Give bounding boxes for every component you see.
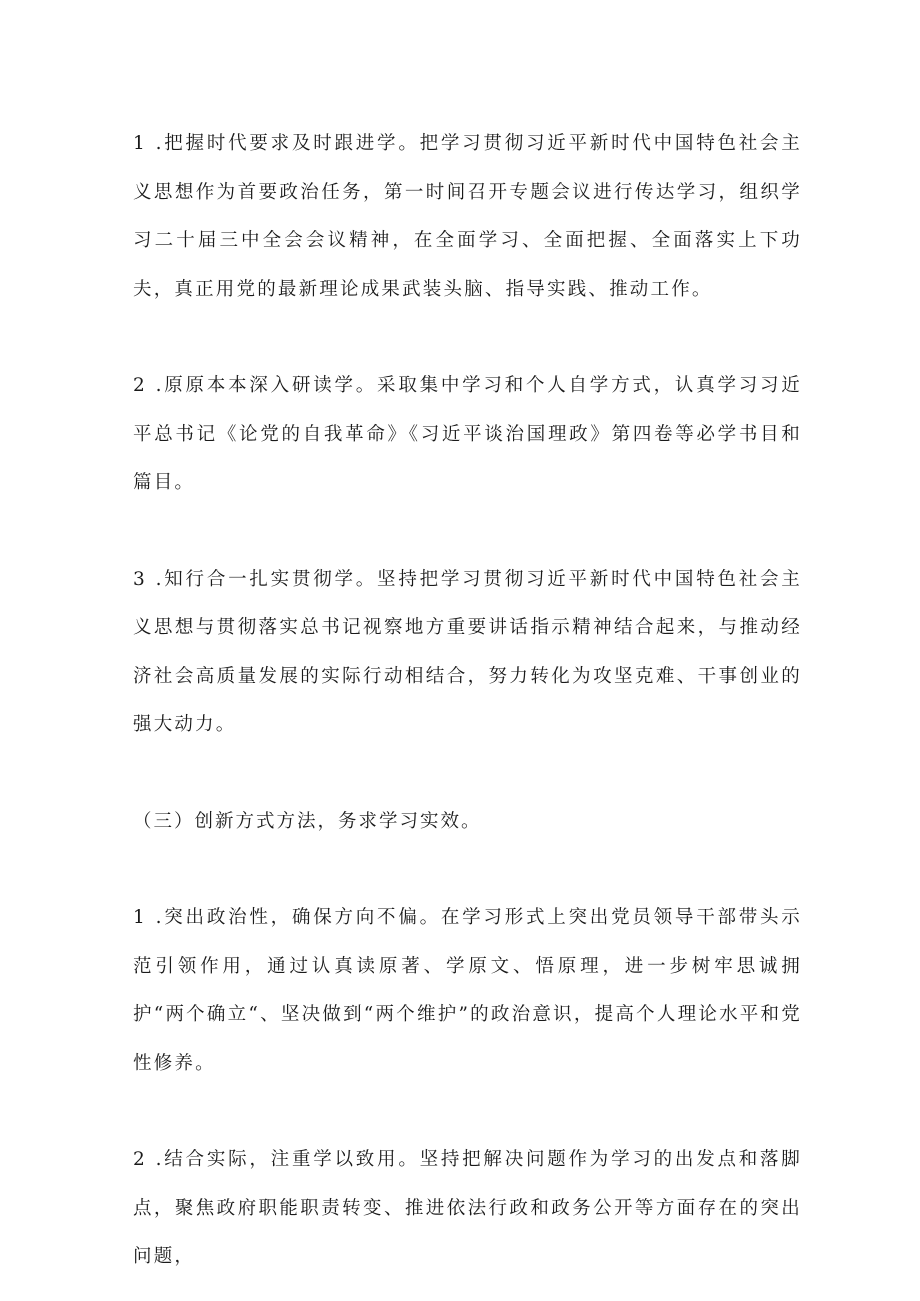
paragraph-political-direction: 1 .突出政治性，确保方向不偏。在学习形式上突出党员领导干部带头示范引领作用，通过认真读原著、学原文、悟原理，进一步树牢思诚拥护“两个确立“、坚决做到“两个维护”的政治意识，提高个人理论水平和党性修养。 [133, 907, 802, 1074]
paragraph-knowledge-action-study: 3 .知行合一扎实贯彻学。坚持把学习贯彻习近平新时代中国特色社会主义思想与贯彻落实总书记视察地方重要讲话指示精神结合起来，与推动经济社会高质量发展的实际行动相结合，努力转化为攻坚克难、干事创业的强大动力。 [133, 568, 802, 735]
paragraph-original-text-study: 2 .原原本本深入研读学。采取集中学习和个人自学方式，认真学习习近平总书记《论党的自我革命》《习近平谈治国理政》第四卷等必学书目和篇目。 [133, 375, 802, 493]
section-heading-innovate-methods: （三）创新方式方法，务求学习实效。 [133, 810, 482, 832]
paragraph-keep-pace-study: 1 .把握时代要求及时跟进学。把学习贯彻习近平新时代中国特色社会主义思想作为首要政治任务，第一时间召开专题会议进行传达学习，组织学习二十届三中全会会议精神，在全面学习、全面把握、全面落实上下功夫，真正用党的最新理论成果武装头脑、指导实践、推动工作。 [133, 133, 802, 300]
paragraph-apply-learning: 2 .结合实际，注重学以致用。坚持把解决问题作为学习的出发点和落脚点，聚焦政府职能职责转变、推进依法行政和政务公开等方面存在的突出问题， [133, 1149, 802, 1267]
